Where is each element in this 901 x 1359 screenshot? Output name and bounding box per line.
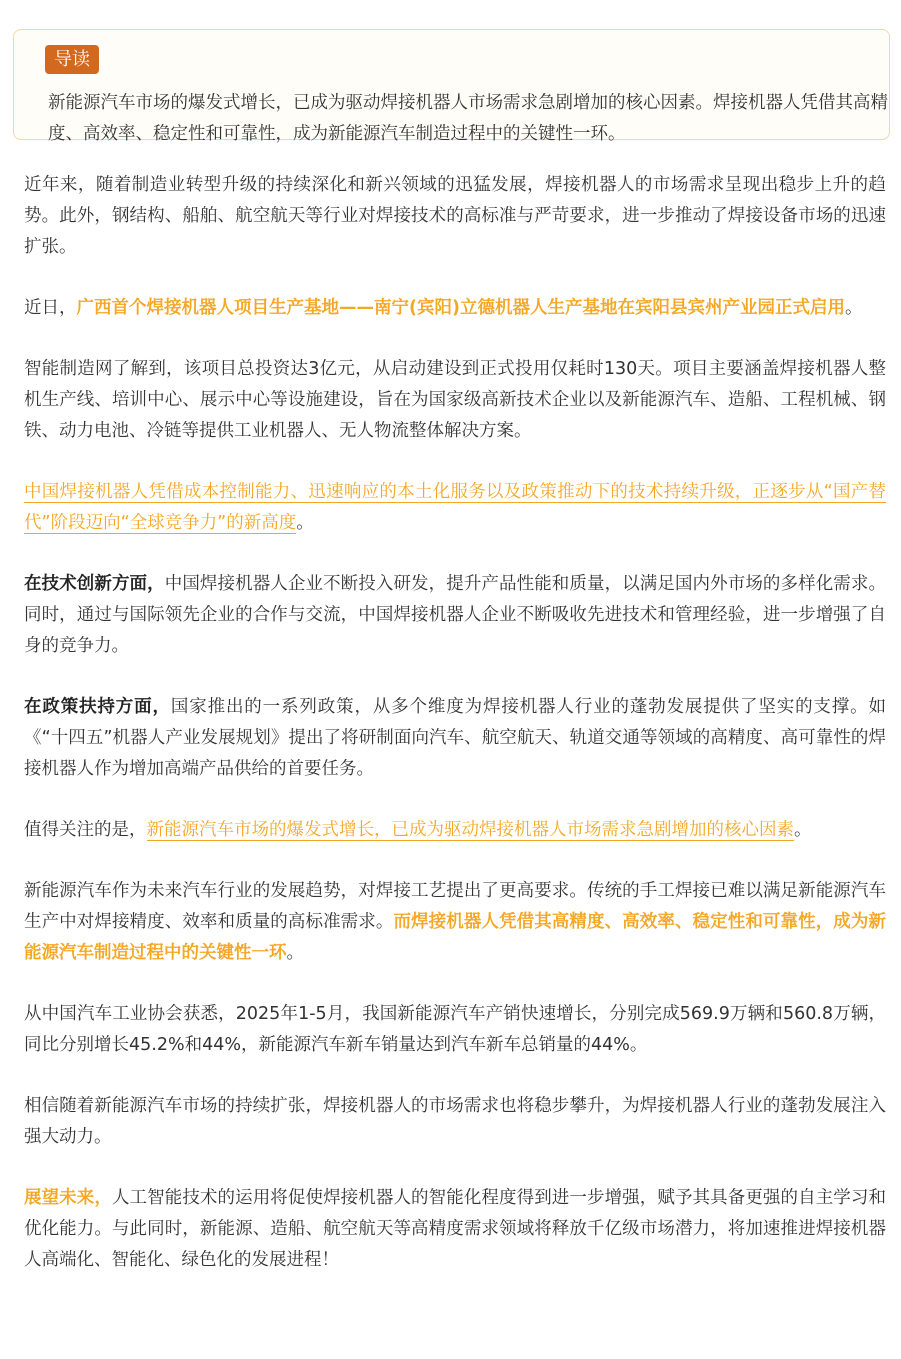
paragraph-suffix: 。 (845, 298, 863, 318)
underlined-highlight: 中国焊接机器人凭借成本控制能力、迅速响应的本土化服务以及政策推动下的技术持续升级，正逐步从“国产替代”阶段迈向“全球竞争力”的新高度 (24, 482, 886, 533)
paragraph-sales-stats: 从中国汽车工业协会获悉，2025年1-5月，我国新能源汽车产销快速增长，分别完成569.9万辆和560.8万辆，同比分别增长45.2%和44%，新能源汽车新车销量达到汽车新车总销量的44%。 (24, 1004, 886, 1055)
highlight-text: 广西首个焊接机器人项目生产基地——南宁(宾阳)立德机器人生产基地在宾阳县宾州产业园正式启用 (76, 298, 845, 318)
article-body (24, 170, 886, 1306)
paragraph-policy-support (24, 692, 886, 785)
highlight-text: 而焊接机器人凭借其高精度、高效率、稳定性和可靠性，成为新能源汽车制造过程中的关键性一环 (24, 912, 886, 963)
paragraph-base-launch (24, 293, 886, 324)
paragraph-tech-innovation (24, 569, 886, 662)
guide-box (13, 29, 890, 144)
paragraph-suffix: 。 (286, 943, 304, 963)
paragraph-competitiveness (24, 477, 886, 539)
guide-text: 新能源汽车市场的爆发式增长，已成为驱动焊接机器人市场需求急剧增加的核心因素。焊接机器人凭借其高精度、高效率、稳定性和可靠性，成为新能源汽车制造过程中的关键性一环。 (48, 93, 888, 144)
paragraph-market-outlook: 相信随着新能源汽车市场的持续扩张，焊接机器人的市场需求也将稳步攀升，为焊接机器人行业的蓬勃发展注入强大动力。 (24, 1096, 886, 1147)
paragraph-prefix: 近日， (24, 298, 77, 318)
paragraph-key-factor (24, 815, 886, 846)
paragraph-intro: 近年来，随着制造业转型升级的持续深化和新兴领域的迅猛发展，焊接机器人的市场需求呈现出稳步上升的趋势。此外，钢结构、船舶、航空航天等行业对焊接技术的高标准与严苛要求，进一步推动了焊接设备市场的迅速扩张。 (24, 175, 886, 257)
paragraph-future (24, 1183, 886, 1276)
bold-lead: 在技术创新方面， (24, 574, 165, 594)
bold-lead: 在政策扶持方面， (24, 697, 171, 717)
paragraph-text: 国家推出的一系列政策，从多个维度为焊接机器人行业的蓬勃发展提供了坚实的支撑。如《“十四五”机器人产业发展规划》提出了将研制面向汽车、航空航天、轨道交通等领域的高精度、高可靠性的焊接机器人作为增加高端产品供给的首要任务。 (24, 697, 887, 779)
underlined-highlight: 新能源汽车市场的爆发式增长，已成为驱动焊接机器人市场需求急剧增加的核心因素 (146, 820, 794, 840)
paragraph-suffix: 。 (296, 513, 314, 533)
paragraph-prefix: 值得关注的是， (24, 820, 147, 840)
paragraph-text: 中国焊接机器人企业不断投入研发，提升产品性能和质量，以满足国内外市场的多样化需求。同时，通过与国际领先企业的合作与交流，中国焊接机器人企业不断吸收先进技术和管理经验，进一步增强了自身的竞争力。 (24, 574, 886, 656)
paragraph-nev-requirements (24, 876, 886, 969)
guide-tag: 导读 (45, 45, 99, 74)
paragraph-project-details: 智能制造网了解到，该项目总投资达3亿元，从启动建设到正式投用仅耗时130天。项目主要涵盖焊接机器人整机生产线、培训中心、展示中心等设施建设，旨在为国家级高新技术企业以及新能源汽车、造船、工程机械、钢铁、动力电池、冷链等提供工业机器人、无人物流整体解决方案。 (24, 359, 886, 441)
paragraph-suffix: 。 (794, 820, 812, 840)
highlight-lead: 展望未来， (24, 1188, 112, 1208)
paragraph-text: 新能源汽车作为未来汽车行业的发展趋势，对焊接工艺提出了更高要求。传统的手工焊接已难以满足新能源汽车生产中对焊接精度、效率和质量的高标准需求。 (24, 881, 886, 932)
paragraph-text: 人工智能技术的运用将促使焊接机器人的智能化程度得到进一步增强，赋予其具备更强的自主学习和优化能力。与此同时，新能源、造船、航空航天等高精度需求领域将释放千亿级市场潜力，将加速推进焊接机器人高端化、智能化、绿色化的发展进程！ (24, 1188, 886, 1270)
